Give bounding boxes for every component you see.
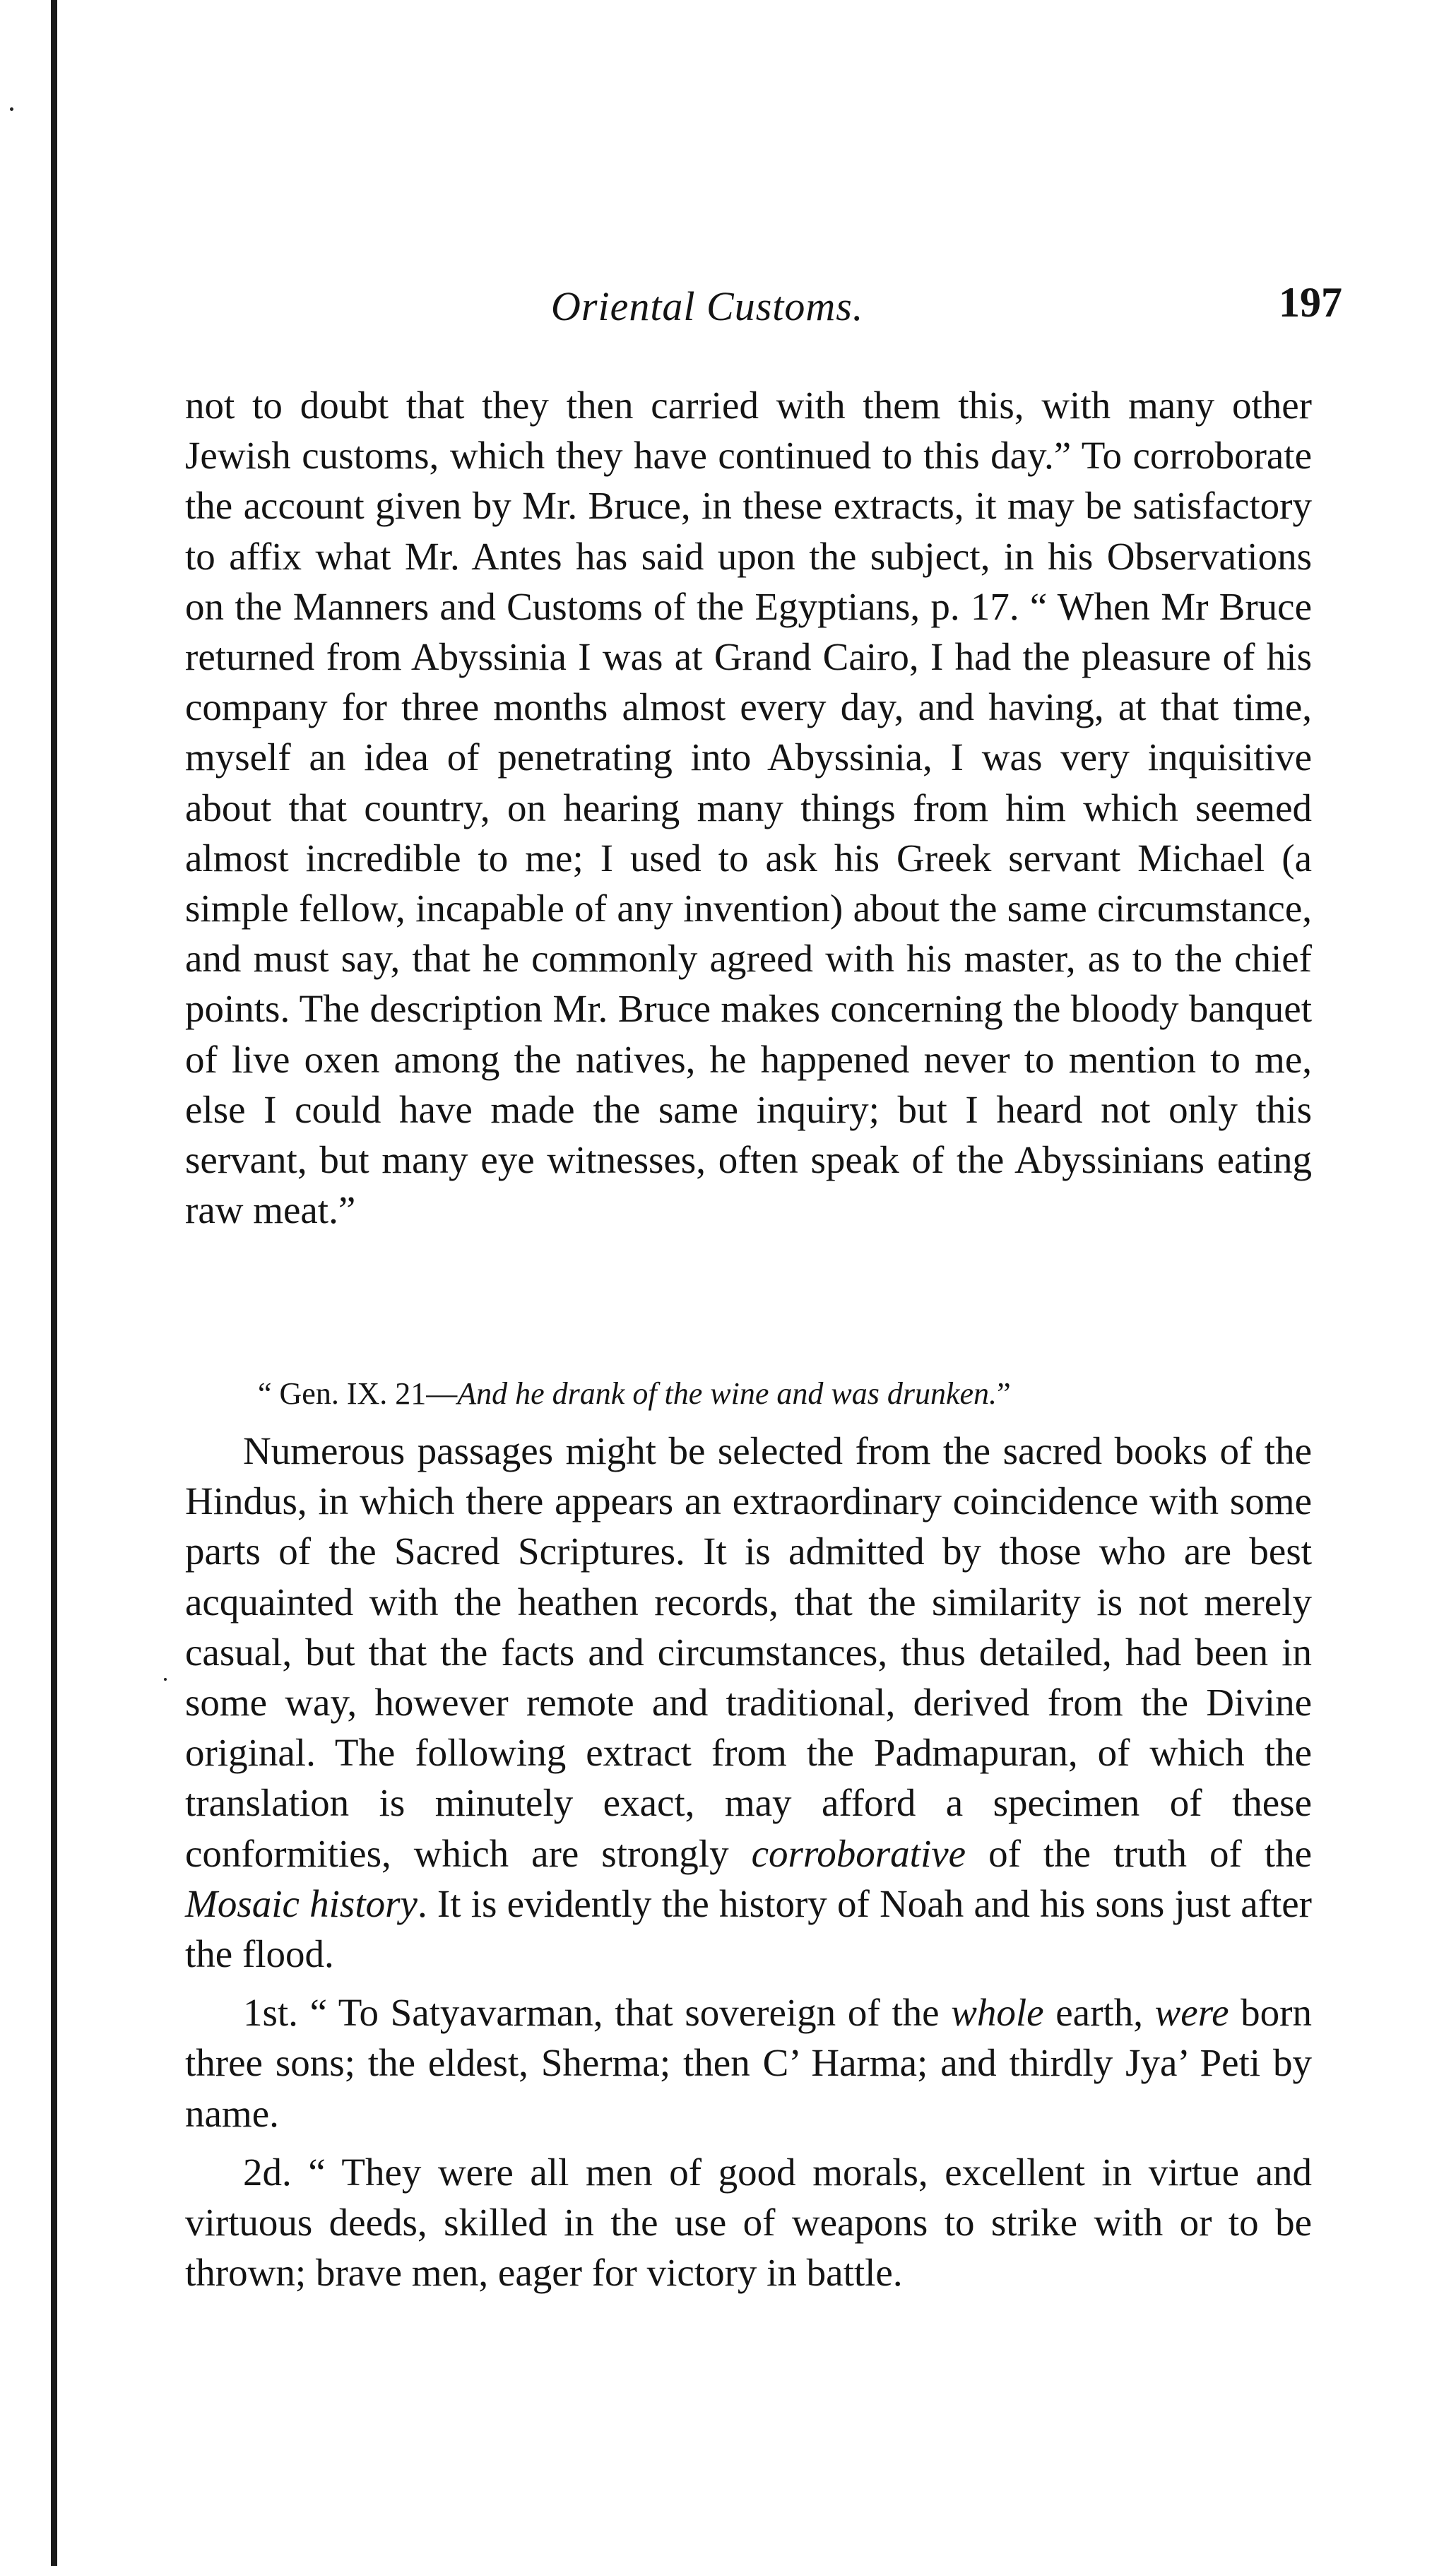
text-run: of the truth of the (966, 1831, 1312, 1875)
italic-run: were (1154, 1991, 1229, 2035)
scripture-quote: And he drank of the wine and was drunken. (457, 1376, 998, 1411)
paragraph-padmapuran-intro (185, 1426, 1312, 1979)
paragraph-first-verse (185, 1987, 1312, 2139)
italic-run: Mosaic history (185, 1881, 418, 1925)
scripture-heading (258, 1374, 1303, 1414)
text-run: Numerous passages might be selected from the sacred books of the Hindus, in which there appears an extraordinary coincidence with some parts of the Sacred Scriptures. It is admitted by those who are best acquainted with the heathen records, that the similarity is not merely casual, but that the facts and circumstances, thus detailed, had been in some way, however remote and traditional, derived from the Divine original. The following extract from the Padmapuran, of which the translation is minutely exact, may afford a specimen of these conformities, which are strongly (185, 1429, 1312, 1875)
running-head: Oriental Customs. (551, 283, 864, 329)
page-number: 197 (1279, 279, 1342, 326)
text-run: . It is evidently the history of Noah and his sons just after the flood. (185, 1881, 1312, 1976)
text-run: 1st. “ To Satyavarman, that sovereign of the (243, 1991, 952, 2035)
paragraph-second-verse: 2d. “ They were all men of good morals, excellent in virtue and virtuous deeds, skilled in the use of weapons to strike with or to be thrown; brave men, eager for victory in battle. (185, 2150, 1312, 2295)
italic-run: corroborative (751, 1831, 966, 1875)
ink-speck (164, 1678, 167, 1681)
text-run: earth, (1043, 1991, 1155, 2035)
italic-run: whole (951, 1991, 1044, 2035)
scripture-close-quote: ” (997, 1376, 1011, 1411)
ink-speck (10, 107, 13, 111)
body-paragraph-bruce-antes: not to doubt that they then carried with them this, with many other Jewish customs, which they have continued to this day.” To corroborate the account given by Mr. Bruce, in these extracts, it may be satisfactory to affix what Mr. Antes has said upon the subject, in his Observations on the Manners and Customs of the Egyptians, p. 17. “ When Mr Bruce returned from Abyssinia I was at Grand Cairo, I had the pleasure of his company for three months almost every day, and having, at that time, myself an idea of penetrating into Abyssinia, I was very inquisitive about that country, on hearing many things from him which seemed almost incredible to me; I used to ask his Greek servant Michael (a simple fellow, incapable of any invention) about the same circumstance, and must say, that he commonly agreed with his master, as to the chief points. The description Mr. Bruce makes concerning the bloody banquet of live oxen among the natives, he happened never to mention to me, else I could have made the same inquiry; but I heard not only this servant, but many eye witnesses, often speak of the Abyssinians eating raw meat.” (185, 384, 1312, 1232)
text-run: born three sons; the eldest, Sherma; then C’ Harma; and thirdly Jya’ Peti by name. (185, 1991, 1312, 2135)
body-section-hindu-texts (185, 1426, 1312, 2298)
page-header (551, 279, 1342, 339)
scripture-reference: “ Gen. IX. 21— (258, 1376, 458, 1411)
page-gutter-edge (51, 0, 57, 2566)
